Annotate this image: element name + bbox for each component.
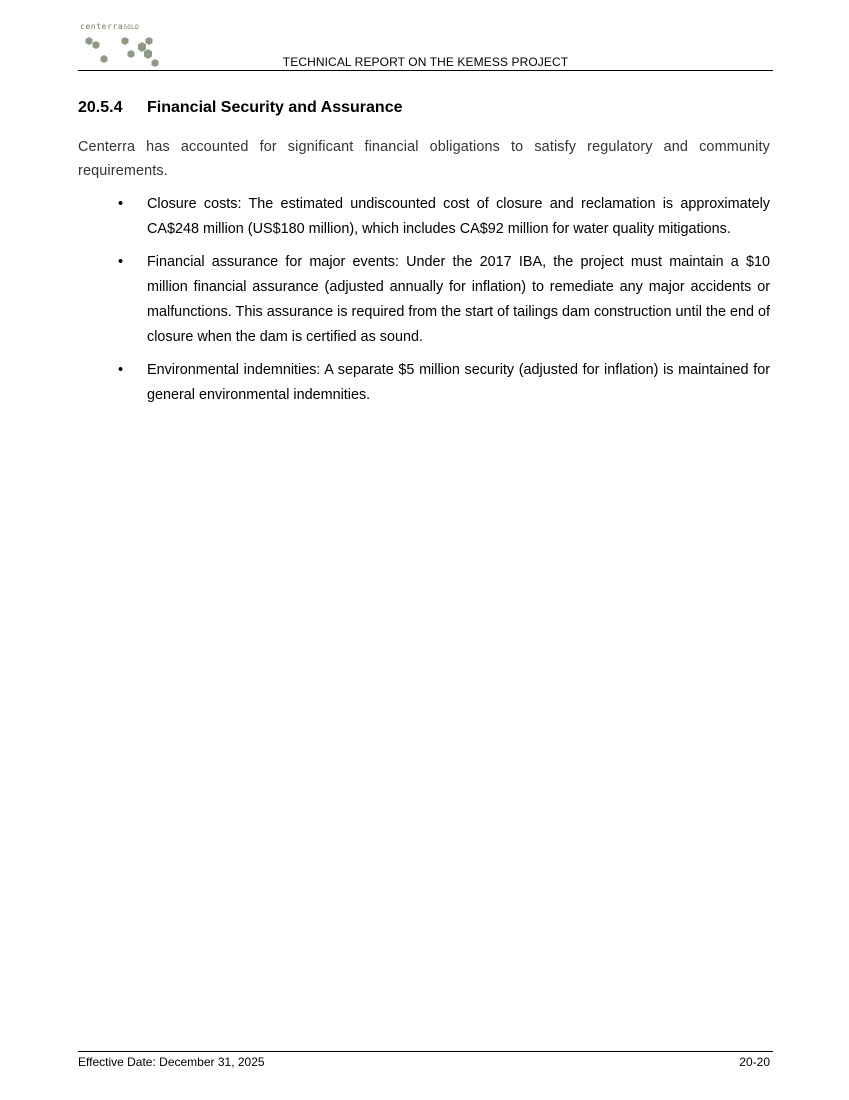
bullet-text: Financial assurance for major events: Under the 2017 IBA, the project must maintain a $10 million financial assurance (adjusted annually for inflation) to remediate any major accidents or malfunctions. This assurance is required from the start of tailings dam construction until the end of closure when the dam is certified as sound. [147,254,770,345]
bullet-icon: • [118,362,124,378]
page-header [78,20,773,71]
logo-wordmark [80,22,139,31]
logo-suffix: GOLD [123,24,139,31]
bullet-icon: • [118,254,124,270]
bullet-text: Environmental indemnities: A separate $5 million security (adjusted for inflation) is maintained for general environmental indemnities. [147,362,770,403]
intro-paragraph: Centerra has accounted for significant financial obligations to satisfy regulatory and community requirements. [78,139,770,179]
bullet-item-financial-assurance [78,250,770,350]
footer-divider [78,1051,773,1052]
bullet-list [78,192,770,408]
section-number: 20.5.4 [78,99,123,116]
page-number: 20-20 [739,1055,770,1069]
bullet-item-closure-costs [78,192,770,242]
header-divider [78,70,773,71]
section-title: Financial Security and Assurance [147,99,403,116]
page-body [78,97,770,416]
footer-row [78,1055,773,1069]
bullet-item-environmental-indemnities [78,358,770,408]
report-title: TECHNICAL REPORT ON THE KEMESS PROJECT [282,55,569,69]
section-heading [78,97,770,119]
page-footer [78,1051,773,1069]
bullet-text: Closure costs: The estimated undiscounted cost of closure and reclamation is approximately CA$248 million (US$180 million), which includes CA$92 million for water quality mitigations. [147,196,770,237]
bullet-icon: • [118,196,124,212]
logo-text: centerra [80,22,124,31]
effective-date: Effective Date: December 31, 2025 [78,1055,265,1069]
